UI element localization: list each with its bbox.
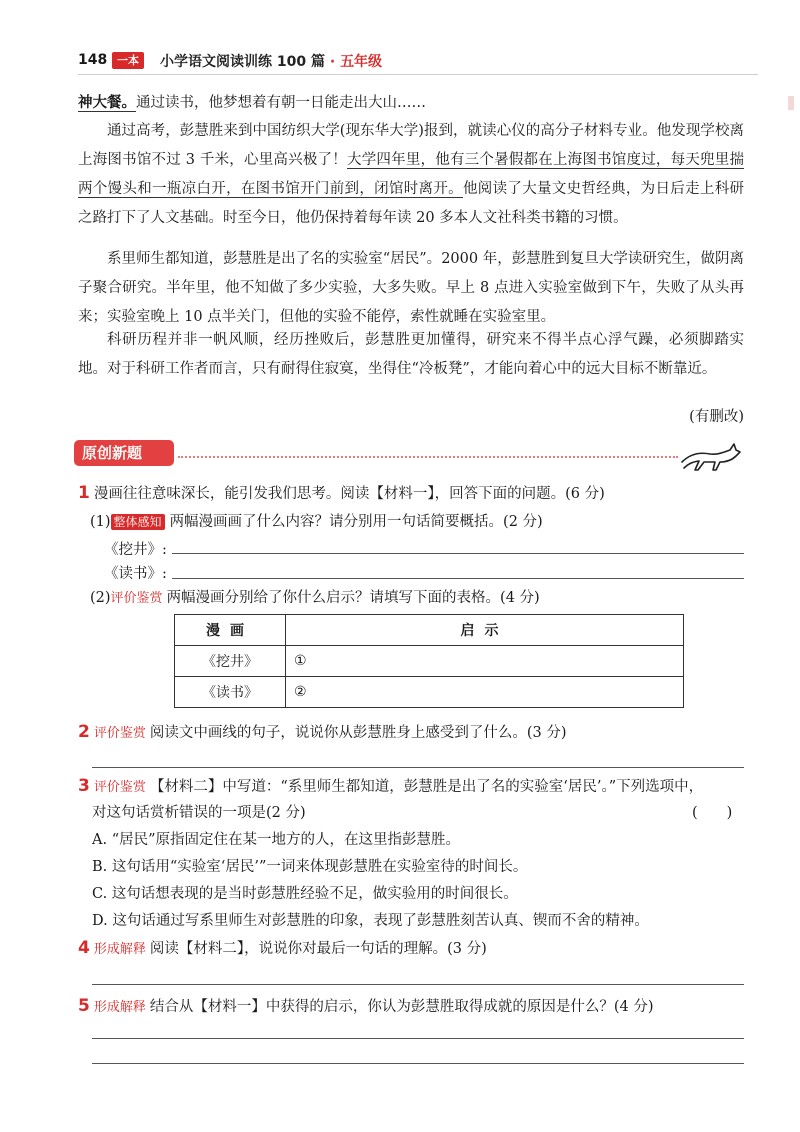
question-number: 1 [78,483,90,503]
passage-text: 通过高考，彭慧胜来到中国纺织大学(现东华大学)报到，就读心仪的高分子材料专业。他发现学校离上海图书馆不过 3 千米，心里高兴极了！ [78,123,744,168]
dotted-divider [178,456,678,458]
question-1 [78,482,750,505]
passage-paragraph-0 [78,88,744,118]
underlined-sentence: 大学四年里，他有三个暑假都在上海图书馆度过，每天兜里揣两个馒头和一瓶凉白开，在图书馆开门前到，闭馆时离开。 [78,152,744,197]
question-text: 结合从【材料一】中获得的启示，你认为彭慧胜取得成就的原因是什么？(4 分) [149,999,654,1015]
brand-badge: 一本 [112,52,144,69]
passage-paragraph-1 [78,117,744,233]
answer-line[interactable] [92,1063,744,1064]
passage-bold-phrase: 神大餐。 [78,94,136,111]
option-d[interactable]: D. 这句话通过写系里师生对彭慧胜的印象，表现了彭慧胜刻苦认真、锲而不舍的精神。 [92,913,649,929]
sub-number: (2) [90,590,111,606]
book-title-main: 小学语文阅读训练 100 篇 [160,54,325,70]
table-cell: 《读书》 [175,677,286,708]
table-header-cell: 启示 [286,615,684,646]
sub-number: (1) [90,514,111,530]
question-5 [78,995,750,1019]
table-cell: 《挖井》 [175,646,286,677]
banner-dot [166,451,172,457]
skill-tag: 评价鉴赏 [93,780,146,795]
question-text: 对这句话赏析错误的一项是(2 分) [92,805,306,821]
answer-table [174,614,684,708]
question-3-line-2 [92,802,764,824]
table-header-cell: 漫画 [175,615,286,646]
table-row [175,677,684,708]
page-number: 148 [78,52,108,68]
passage-text: 通过读书，他梦想着有朝一日能走出大山…… [136,95,426,111]
question-text: 阅读【材料二】，说说你对最后一句话的理解。(3 分) [149,941,487,957]
answer-label-b: 《读书》: [104,566,167,582]
table-answer-cell[interactable]: ② [286,677,684,708]
answer-label-a: 《挖井》: [104,542,167,558]
question-number: 3 [78,776,90,796]
book-title [160,51,382,71]
passage-paragraph-3: 科研历程并非一帆风顺，经历挫败后，彭慧胜更加懂得，研究来不得半点心浮气躁，必须脚踏实地。对于科研工作者而言，只有耐得住寂寞，坐得住“冷板凳”，才能向着心中的远大目标不断靠近。 [78,332,744,377]
question-2 [78,721,750,745]
question-number: 4 [78,938,90,958]
question-text: 阅读文中画线的句子，说说你从彭慧胜身上感受到了什么。(3 分) [149,725,567,741]
table-header-row [175,615,684,646]
question-1-sub-1 [90,511,762,533]
section-banner: 原创新题 [74,440,174,466]
skill-tag: 形成解释 [93,1000,146,1015]
skill-tag: 评价鉴赏 [93,726,146,741]
answer-paren[interactable]: ( ) [692,805,733,821]
skill-tag: 评价鉴赏 [110,591,163,606]
question-number: 2 [78,722,90,742]
passage-text: 他阅读了大量文史哲经典，为日后走上科研之路打下了人文基础。时至今日，他仍保持着每年读 20 多本人文社科类书籍的习惯。 [78,181,745,226]
edit-note: (有删改) [689,409,744,425]
table-answer-cell[interactable]: ① [286,646,684,677]
sub-text: 两幅漫画分别给了你什么启示？请填写下面的表格。(4 分) [166,590,540,606]
sub-text: 两幅漫画画了什么内容？请分别用一句话简要概括。(2 分) [169,514,543,530]
question-text: 【材料二】中写道：“系里师生都知道，彭慧胜是出了名的实验室‘居民’。”下列选项中， [149,779,704,795]
table-row [175,646,684,677]
skill-tag: 整体感知 [111,514,165,530]
option-c[interactable]: C. 这句话想表现的是当时彭慧胜经验不足，做实验用的时间很长。 [92,886,518,902]
question-3 [78,775,750,799]
option-b[interactable]: B. 这句话用“实验室‘居民’”一词来体现彭慧胜在实验室待的时间长。 [92,859,528,875]
passage-paragraph-2: 系里师生都知道，彭慧胜是出了名的实验室“居民”。2000 年，彭慧胜到复旦大学读研究生，做阴离子聚合研究。半年里，他不知做了多少实验，大多失败。早上 8 点进入实验室做到下午，失败了从头再来；实验室晚上 10 点半关门，但他的实验不能停，索性就睡在实验室里。 [78,251,744,325]
option-a[interactable]: A. “居民”原指固定住在某一地方的人，在这里指彭慧胜。 [92,832,461,848]
running-cat-icon [680,440,742,474]
answer-line[interactable] [92,1038,744,1039]
header-rule [78,74,758,75]
grade-label: 五年级 [340,54,383,70]
question-1-sub-2 [90,587,762,610]
question-text: 漫画往往意味深长，能引发我们思考。阅读【材料一】，回答下面的问题。(6 分) [93,486,605,502]
skill-tag: 形成解释 [93,942,146,957]
question-number: 5 [78,996,90,1016]
answer-line[interactable] [92,984,744,985]
answer-line[interactable] [172,553,744,554]
question-4 [78,937,750,961]
side-decoration-right [788,96,794,110]
title-separator: · [329,54,336,70]
answer-line[interactable] [92,767,744,768]
answer-line[interactable] [172,578,744,579]
page-header [78,50,758,76]
